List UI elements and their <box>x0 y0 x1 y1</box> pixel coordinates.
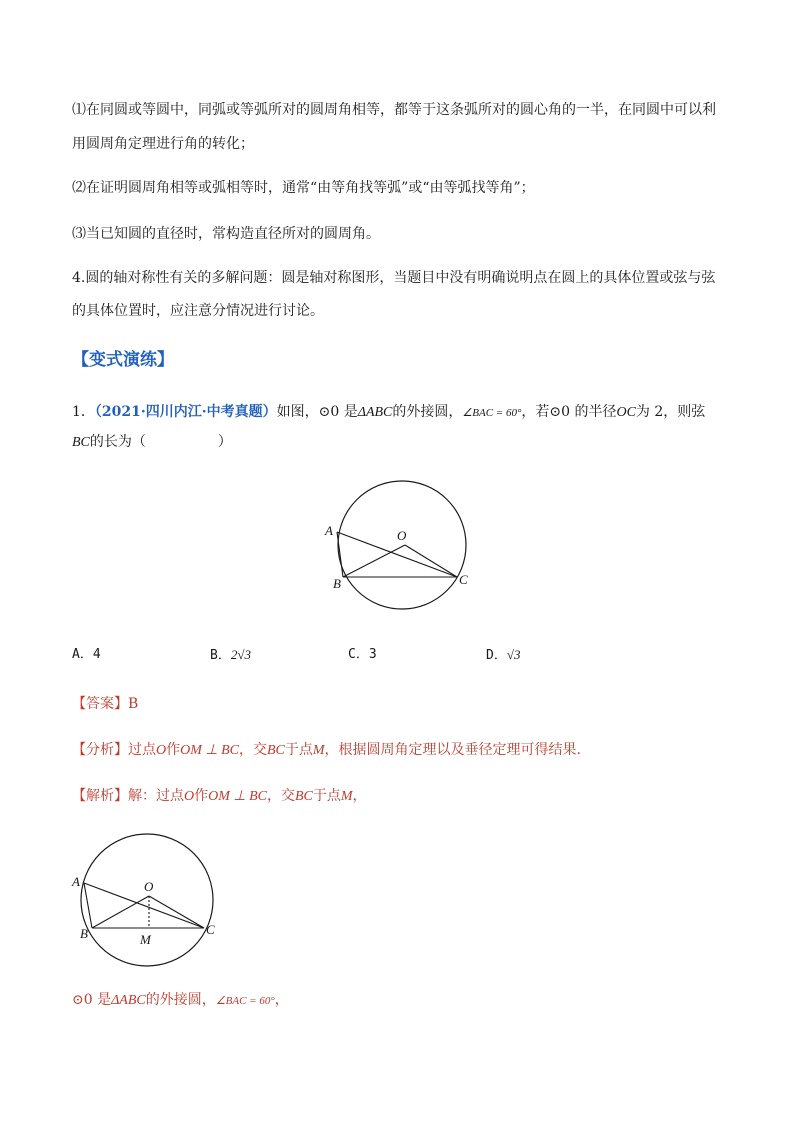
question-text: 为 2，则弦 <box>635 404 706 420</box>
option-value: 4 <box>92 647 101 662</box>
note-4-line-2: 的具体位置时，应注意分情况进行讨论。 <box>72 303 324 319</box>
answer-tag: 【答案】 <box>72 696 128 712</box>
solution-text: ，交 <box>266 788 295 804</box>
segment-ob <box>343 545 405 577</box>
segment-ab <box>337 532 343 577</box>
note-2: ⑵在证明圆周角相等或弧相等时，通常“由等角找等弧”或“由等弧找等角”； <box>72 180 535 196</box>
solution-tag: 【解析】 <box>72 788 128 804</box>
analysis-text: 于点 <box>284 742 313 758</box>
answer-value: B <box>128 696 139 712</box>
question-text: 如图，⊙0 是 <box>276 404 358 420</box>
label-o: O <box>397 528 407 543</box>
note-1-line-1: ⑴在同圆或等圆中，同弧或等弧所对的圆周角相等，都等于这条弧所对的圆心角的一半，在同圆中可以利 <box>72 102 716 118</box>
label-o-2: O <box>144 879 154 894</box>
answer-line <box>72 694 138 714</box>
triangle-symbol: ΔABC <box>357 405 393 420</box>
segment-bc: BC <box>72 435 90 450</box>
option-d <box>486 645 520 666</box>
solution-line <box>72 786 367 807</box>
note-1-line-2: 用圆周角定理进行角的转化； <box>72 136 254 152</box>
question-text: ） <box>217 434 232 450</box>
solution-text: ， <box>352 788 367 804</box>
option-letter: D． <box>486 648 507 663</box>
note-4-line-1: 4.圆的轴对称性有关的多解问题：圆是轴对称图形，当题目中没有明确说明点在圆上的具体位置或弦与弦 <box>72 270 716 286</box>
analysis-text: 作 <box>166 742 181 758</box>
question-text: 的长为（ <box>89 434 146 450</box>
point-m: M <box>340 789 353 804</box>
solution-text: 于点 <box>312 788 341 804</box>
section-heading: 【变式演练】 <box>72 350 174 370</box>
label-c-2: C <box>206 922 215 937</box>
option-value: 2√3 <box>230 647 251 662</box>
note-3: ⑶当已知圆的直径时，常构造直径所对的圆周角。 <box>72 226 380 242</box>
segment-bc-text: BC <box>294 789 313 804</box>
analysis-line <box>72 740 581 761</box>
solution-text: ⊙0 是 <box>72 992 112 1008</box>
segment-ab-2 <box>84 883 92 928</box>
triangle-symbol: ΔABC <box>111 993 146 1008</box>
solution-text: 作 <box>194 788 209 804</box>
solution-step-1 <box>72 990 289 1011</box>
point-o: O <box>156 743 167 758</box>
analysis-text: 过点 <box>128 742 156 758</box>
option-letter: B． <box>210 648 231 663</box>
circumcircle <box>338 481 466 609</box>
point-o: O <box>184 789 195 804</box>
segment-oc: OC <box>616 405 636 420</box>
analysis-text: ，根据圆周角定理以及垂径定理可得结果. <box>324 742 581 758</box>
label-b: B <box>333 576 341 591</box>
option-a <box>72 645 101 665</box>
solution-text: 的外接圆， <box>145 992 216 1008</box>
label-b-2: B <box>80 926 88 941</box>
analysis-tag: 【分析】 <box>72 742 128 758</box>
perpendicular-om: OM ⊥ BC <box>180 743 239 758</box>
angle-condition: ∠BAC = 60° <box>215 995 275 1007</box>
point-m: M <box>312 743 325 758</box>
segment-bc-text: BC <box>266 743 285 758</box>
analysis-text: ，交 <box>238 742 267 758</box>
question-source: （2021·四川内江·中考真题） <box>94 404 277 420</box>
perpendicular-om: OM ⊥ BC <box>208 789 267 804</box>
solution-text: ， <box>274 992 289 1008</box>
option-letter: A． <box>72 647 93 662</box>
question-text: ，若⊙0 的半径 <box>521 404 617 420</box>
option-value: 3 <box>368 647 377 662</box>
segment-ob-2 <box>92 896 149 928</box>
label-m-2: M <box>140 932 151 947</box>
option-b <box>210 645 251 666</box>
option-value: √3 <box>506 647 521 662</box>
segment-oc-2 <box>149 896 204 928</box>
option-c <box>348 645 377 665</box>
angle-condition: ∠BAC = 60° <box>462 407 522 419</box>
label-c: C <box>459 572 468 587</box>
solution-text: 解：过点 <box>128 788 184 804</box>
label-a-2: A <box>72 874 80 889</box>
question-text: 的外接圆， <box>392 404 463 420</box>
question-number: 1． <box>72 404 95 420</box>
option-letter: C． <box>348 647 369 662</box>
label-a: A <box>325 523 333 538</box>
